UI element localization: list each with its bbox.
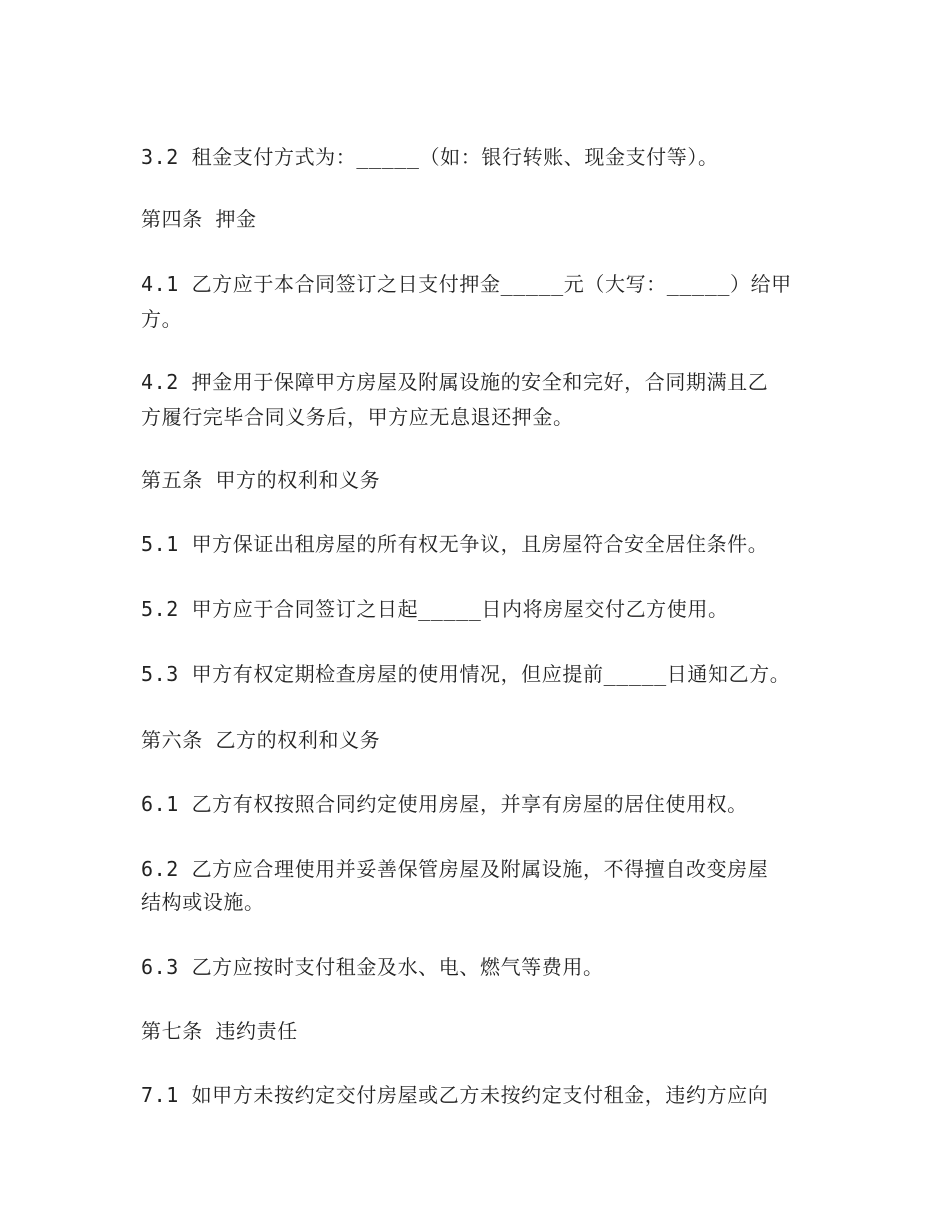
article-4-heading: 第四条 押金: [141, 207, 257, 231]
clause-5-3: 5.3 甲方有权定期检查房屋的使用情况，但应提前_____日通知乙方。: [141, 662, 791, 686]
article-7-heading: 第七条 违约责任: [141, 1019, 298, 1043]
article-5-heading: 第五条 甲方的权利和义务: [141, 468, 381, 492]
clause-4-2-line-2: 方履行完毕合同义务后，甲方应无息退还押金。: [141, 405, 574, 429]
clause-6-1: 6.1 乙方有权按照合同约定使用房屋，并享有房屋的居住使用权。: [141, 792, 748, 816]
clause-6-2-line-2: 结构或设施。: [141, 890, 265, 914]
clause-4-1-line-1: 4.1 乙方应于本合同签订之日支付押金_____元（大写：_____）给甲: [141, 272, 792, 296]
article-6-heading: 第六条 乙方的权利和义务: [141, 728, 381, 752]
clause-4-2-line-1: 4.2 押金用于保障甲方房屋及附属设施的安全和完好，合同期满且乙: [141, 370, 769, 394]
clause-4-1-line-2: 方。: [141, 307, 183, 331]
clause-3-2: 3.2 租金支付方式为：_____（如：银行转账、现金支付等）。: [141, 145, 719, 169]
clause-7-1-line-1: 7.1 如甲方未按约定交付房屋或乙方未按约定支付租金，违约方应向: [141, 1083, 769, 1107]
clause-5-2: 5.2 甲方应于合同签订之日起_____日内将房屋交付乙方使用。: [141, 597, 729, 621]
clause-6-3: 6.3 乙方应按时支付租金及水、电、燃气等费用。: [141, 955, 604, 979]
clause-6-2-line-1: 6.2 乙方应合理使用并妥善保管房屋及附属设施，不得擅自改变房屋: [141, 857, 769, 881]
clause-5-1: 5.1 甲方保证出租房屋的所有权无争议，且房屋符合安全居住条件。: [141, 532, 769, 556]
